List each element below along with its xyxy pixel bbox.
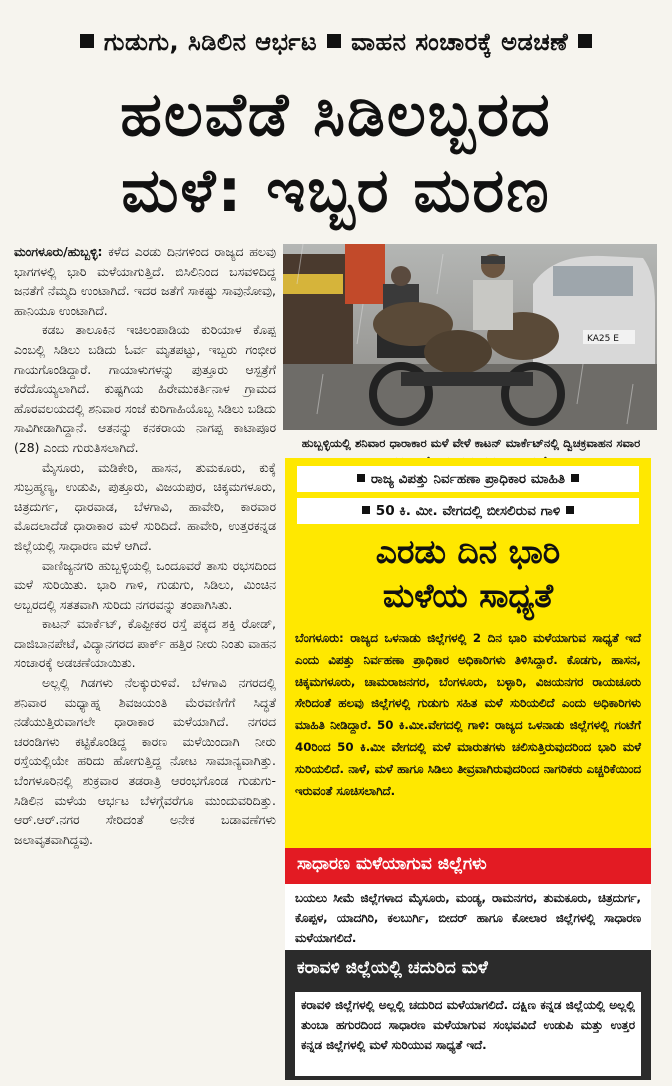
square-bullet-icon <box>80 34 94 48</box>
headline-line-2: ಮಳೆ: ಇಬ್ಬರ ಮರಣ <box>121 156 551 226</box>
news-photo <box>283 244 657 430</box>
forecast-bar-1 <box>297 466 639 492</box>
square-bullet-icon <box>357 474 365 482</box>
normal-rain-body: ಬಯಲು ಸೀಮೆ ಜಿಲ್ಲೆಗಳಾದ ಮೈಸೂರು, ಮಂಡ್ಯ, ರಾಮನಗರ, ತುಮಕೂರು, ಚಿತ್ರದುರ್ಗ, ಕೊಪ್ಪಳ, ಯಾದಗಿರಿ, ಕಲಬುರ್ಗಿ, ಬೀದರ್ ಹಾಗೂ ಕೋಲಾರ ಜಿಲ್ಲೆಗಳಲ್ಲಿ ಸಾಧಾರಣ ಮಳೆಯಾಗಲಿದೆ. <box>295 891 641 945</box>
coastal-rain-body-panel <box>295 992 641 1076</box>
coastal-rain-title: ಕರಾವಳಿ ಜಿಲ್ಲೆಯಲ್ಲಿ ಚದುರಿದ ಮಳೆ <box>297 958 488 978</box>
article-dateline: ಮಂಗಳೂರು/ಹುಬ್ಬಳ್ಳಿ: <box>14 244 103 259</box>
forecast-body <box>295 628 641 802</box>
article-paragraph: ಕಾಟನ್ ಮಾರ್ಕೆಟ್, ಕೊಪ್ಪೀಕರ ರಸ್ತೆ ಪಕ್ಕದ ಶಕ್ತಿ ರೋಡ್, ದಾಜಿಬಾನಪೇಟೆ, ವಿದ್ಯಾನಗರದ ಪಾರ್ಕ್ ಹತ್ತಿರ ನೀರು ನಿಂತು ವಾಹನ ಸಂಚಾರಕ್ಕೆ ಅಡಚಣೆಯಾಯಿತು. <box>14 616 276 671</box>
forecast-headline-2: ಮಳೆಯ ಸಾಧ್ಯತೆ <box>382 576 554 615</box>
square-bullet-icon <box>327 34 341 48</box>
forecast-bar-1-text: ರಾಜ್ಯ ವಿಪತ್ತು ನಿರ್ವಹಣಾ ಪ್ರಾಧಿಕಾರ ಮಾಹಿತಿ <box>370 471 566 487</box>
article-paragraph: ವಾಣಿಜ್ಯನಗರಿ ಹುಬ್ಬಳ್ಳಿಯಲ್ಲಿ ಒಂದೂವರೆ ತಾಸು ರಭಸದಿಂದ ಮಳೆ ಸುರಿಯಿತು. ಭಾರಿ ಗಾಳಿ, ಗುಡುಗು, ಸಿಡಿಲು, ಮಿಂಚಿನ ಅಬ್ಬರದಲ್ಲಿ ಸತತವಾಗಿ ಸುರಿದು ನಗರವನ್ನು ತಂಪಾಗಿಸಿತು. <box>14 557 276 612</box>
coastal-rain-box <box>285 950 651 1080</box>
normal-rain-body-panel <box>285 884 651 950</box>
article-lead <box>14 242 276 320</box>
article-paragraph: ಮೈಸೂರು, ಮಡಿಕೇರಿ, ಹಾಸನ, ತುಮಕೂರು, ಕುಕ್ಕೆ ಸುಬ್ರಹ್ಮಣ್ಯ, ಉಡುಪಿ, ಪುತ್ತೂರು, ವಿಜಯಪುರ, ಚಿಕ್ಕಮಗಳೂರು, ಚಿತ್ರದುರ್ಗ, ಧಾರವಾಡ, ಬೆಳಗಾವಿ, ಹಾವೇರಿ, ಕಾರವಾರ ಮೊದಲಾದೆಡೆ ಧಾರಾಕಾರ ಮಳೆ ಸುರಿದಿದೆ. ಹಾವೇರಿ, ಉತ್ತರಕನ್ನಡ ಜಿಲ್ಲೆಯಲ್ಲಿ ಸಾಧಾರಣ ಮಳೆ ಆಗಿದೆ. <box>14 459 276 553</box>
square-bullet-icon <box>362 506 370 514</box>
coastal-rain-body: ಕರಾವಳಿ ಜಿಲ್ಲೆಗಳಲ್ಲಿ ಅಲ್ಲಲ್ಲಿ ಚದುರಿದ ಮಳೆಯಾಗಲಿದೆ. ದಕ್ಷಿಣ ಕನ್ನಡ ಜಿಲ್ಲೆಯಲ್ಲಿ ಅಲ್ಲಲ್ಲಿ ತುಂಬಾ ಹಗುರದಿಂದ ಸಾಧಾರಣ ಮಳೆಯಾಗುವ ಸಂಭವವಿದೆ ಉಡುಪಿ ಮತ್ತು ಉತ್ತರ ಕನ್ನಡ ಜಿಲ್ಲೆಗಳಲ್ಲಿ ಮಳೆ ಸುರಿಯುವ ಸಾಧ್ಯತೆ ಇದೆ. <box>301 998 635 1052</box>
photo-caption: ಹುಬ್ಬಳ್ಳಿಯಲ್ಲಿ ಶನಿವಾರ ಧಾರಾಕಾರ ಮಳೆ ವೇಳೆ ಕಾಟನ್ ಮಾರ್ಕೆಟ್‌ನಲ್ಲಿ ದ್ವಿಚಕ್ರವಾಹನ ಸವಾರ <box>301 436 641 450</box>
forecast-bar-2 <box>297 498 639 524</box>
kicker-line <box>0 28 672 56</box>
article-paragraph: ಅಲ್ಲಲ್ಲಿ ಗಿಡಗಳು ನೆಲಕ್ಕುರುಳಿವೆ. ಬೆಳಗಾವಿ ನಗರದಲ್ಲಿ ಶನಿವಾರ ಮಧ್ಯಾಹ್ನ ಶಿವಜಯಂತಿ ಮೆರವಣಿಗೆಗೆ ಸಿದ್ಧತೆ ನಡೆಯುತ್ತಿರುವಾಗಲೇ ಧಾರಾಕಾರ ಮಳೆಯಾಗಿದೆ. ನಗರದ ಚರಂಡಿಗಳು ಕಟ್ಟಿಕೊಂಡಿದ್ದ ಕಾರಣ ಮಳೆಯಿಂದಾಗಿ ನೀರು ರಸ್ತೆಯಲ್ಲಿಯೇ ಹರಿದು ಹೋಗುತ್ತಿದ್ದ ನೋಟ ಸಾಮಾನ್ಯವಾಗಿತ್ತು. ಬೆಂಗಳೂರಿನಲ್ಲಿ ಶುಕ್ರವಾರ ತಡರಾತ್ರಿ ಆರಂಭಗೊಂಡ ಗುಡುಗು-ಸಿಡಿಲಿನ ಮಳೆಯ ಆರ್ಭಟ ಬೆಳಗ್ಗೆವರೆಗೂ ಮುಂದುವರಿದಿತ್ತು. ಆರ್.ಆರ್.ನಗರ ಸೇರಿದಂತೆ ಅನೇಕ ಬಡಾವಣೆಗಳು ಜಲಾವೃತವಾಗಿದ್ದವು. <box>14 675 276 847</box>
forecast-body-text: ರಾಜ್ಯದ ಒಳನಾಡು ಜಿಲ್ಲೆಗಳಲ್ಲಿ 2 ದಿನ ಭಾರಿ ಮಳೆಯಾಗುವ ಸಾಧ್ಯತೆ ಇದೆ ಎಂದು ವಿಪತ್ತು ನಿರ್ವಹಣಾ ಪ್ರಾಧಿಕಾರ ಅಧಿಕಾರಿಗಳು ತಿಳಿಸಿದ್ದಾರೆ. ಕೊಡಗು, ಹಾಸನ, ಚಿಕ್ಕಮಗಳೂರು, ಚಾಮರಾಜನಗರ, ಬೆಂಗಳೂರು, ಬಳ್ಳಾರಿ, ವಿಜಯನಗರ ರಾಯಚೂರು ಸೇರಿದಂತೆ ಹಲವು ಜಿಲ್ಲೆಗಳಲ್ಲಿ ಗುಡುಗು ಸಹಿತ ಮಳೆ ಸುರಿಯಲಿದೆ ಎಂದು ಅಧಿಕಾರಿಗಳು ಮಾಹಿತಿ ನೀಡಿದ್ದಾರೆ. 50 ಕಿ.ಮೀ.ವೇಗದಲ್ಲಿ ಗಾಳಿ: ರಾಜ್ಯದ ಒಳನಾಡು ಜಿಲ್ಲೆಗಳಲ್ಲಿ ಗಂಟೆಗೆ 40ರಿಂದ 50 ಕಿ.ಮೀ ವೇಗದಲ್ಲಿ ಮಳೆ ಮಾರುತಗಳು ಚಲಿಸುತ್ತಿರುವುದರಿಂದ ಭಾರಿ ಮಳೆ ಸುರಿಯಲಿದೆ. ನಾಳೆ, ಮಳೆ ಹಾಗೂ ಸಿಡಿಲು ತೀವ್ರವಾಗಿರುವುದರಿಂದ ನಾಗರಿಕರು ಎಚ್ಚರಿಕೆಯಿಂದ ಇರುವಂತೆ ಸೂಚಿಸಲಾಗಿದೆ. <box>295 631 641 798</box>
square-bullet-icon <box>571 474 579 482</box>
forecast-dateline: ಬೆಂಗಳೂರು: <box>295 631 344 645</box>
kicker-part-1: ಗುಡುಗು, ಸಿಡಿಲಿನ ಆರ್ಭಟ <box>103 28 318 56</box>
article-lead-text: ಕಳೆದ ಎರಡು ದಿನಗಳಿಂದ ರಾಜ್ಯದ ಹಲವು ಭಾಗಗಳಲ್ಲಿ ಭಾರಿ ಮಳೆಯಾಗುತ್ತಿದೆ. ಬಿಸಿಲಿನಿಂದ ಬಸವಳಿದಿದ್ದ ಜನತೆಗೆ ನೆಮ್ಮದಿ ಉಂಟಾಗಿದೆ. ಇದರ ಜತೆಗೆ ಸಾಕಷ್ಟು ಸಾವುನೋವು, ಹಾನಿಯೂ ಉಂಟಾಗಿದೆ. <box>14 244 276 318</box>
plate-text: KA25 E <box>587 334 619 344</box>
normal-rain-title: ಸಾಧಾರಣ ಮಳೆಯಾಗುವ ಜಿಲ್ಲೆಗಳು <box>297 854 487 874</box>
normal-rain-box <box>285 848 651 950</box>
rain-street-illustration <box>283 244 657 430</box>
forecast-box <box>285 458 651 848</box>
forecast-headline-1: ಎರಡು ದಿನ ಭಾರಿ <box>375 532 561 571</box>
article-paragraph: ಕಡಬ ತಾಲೂಕಿನ ಇಚಿಲಂಪಾಡಿಯ ಕುರಿಯಾಳ ಕೊಪ್ಪ ಎಂಬಲ್ಲಿ ಸಿಡಿಲು ಬಡಿದು ಓರ್ವ ಮೃತಪಟ್ಟು, ಇಬ್ಬರು ಗಂಭೀರ ಗಾಯಗೊಂಡಿದ್ದಾರೆ. ಗಾಯಾಳುಗಳನ್ನು ಪುತ್ತೂರು ಆಸ್ಪತ್ರೆಗೆ ಕರೆದೊಯ್ಯಲಾಗಿದೆ. ಕುಷ್ಟಗಿಯ ಹಿರೇಮುಕರ್ತಿನಾಳ ಗ್ರಾಮದ ಹೊರವಲಯದಲ್ಲಿ ಶನಿವಾರ ಸಂಜೆ ಕುರಿಗಾಹಿಯೊಬ್ಬ ಸಿಡಿಲು ಬಡಿದು ಸಾವಿಗೀಡಾಗಿದ್ದಾನೆ. ಆತನನ್ನು ಕನಕರಾಯ ನಾಗಪ್ಪ ಕಾಟಾಪೂರ (28) ಎಂದು ಗುರುತಿಸಲಾಗಿದೆ. <box>14 322 276 455</box>
kicker-part-2: ವಾಹನ ಸಂಚಾರಕ್ಕೆ ಅಡಚಣೆ <box>351 28 569 56</box>
main-article <box>14 242 276 1080</box>
headline-line-1: ಹಲವೆಡೆ ಸಿಡಿಲಬ್ಬರದ <box>120 80 552 150</box>
square-bullet-icon <box>566 506 574 514</box>
forecast-bar-2-text: 50 ಕಿ. ಮೀ. ವೇಗದಲ್ಲಿ ಬೀಸಲಿರುವ ಗಾಳಿ <box>375 503 561 519</box>
square-bullet-icon <box>578 34 592 48</box>
